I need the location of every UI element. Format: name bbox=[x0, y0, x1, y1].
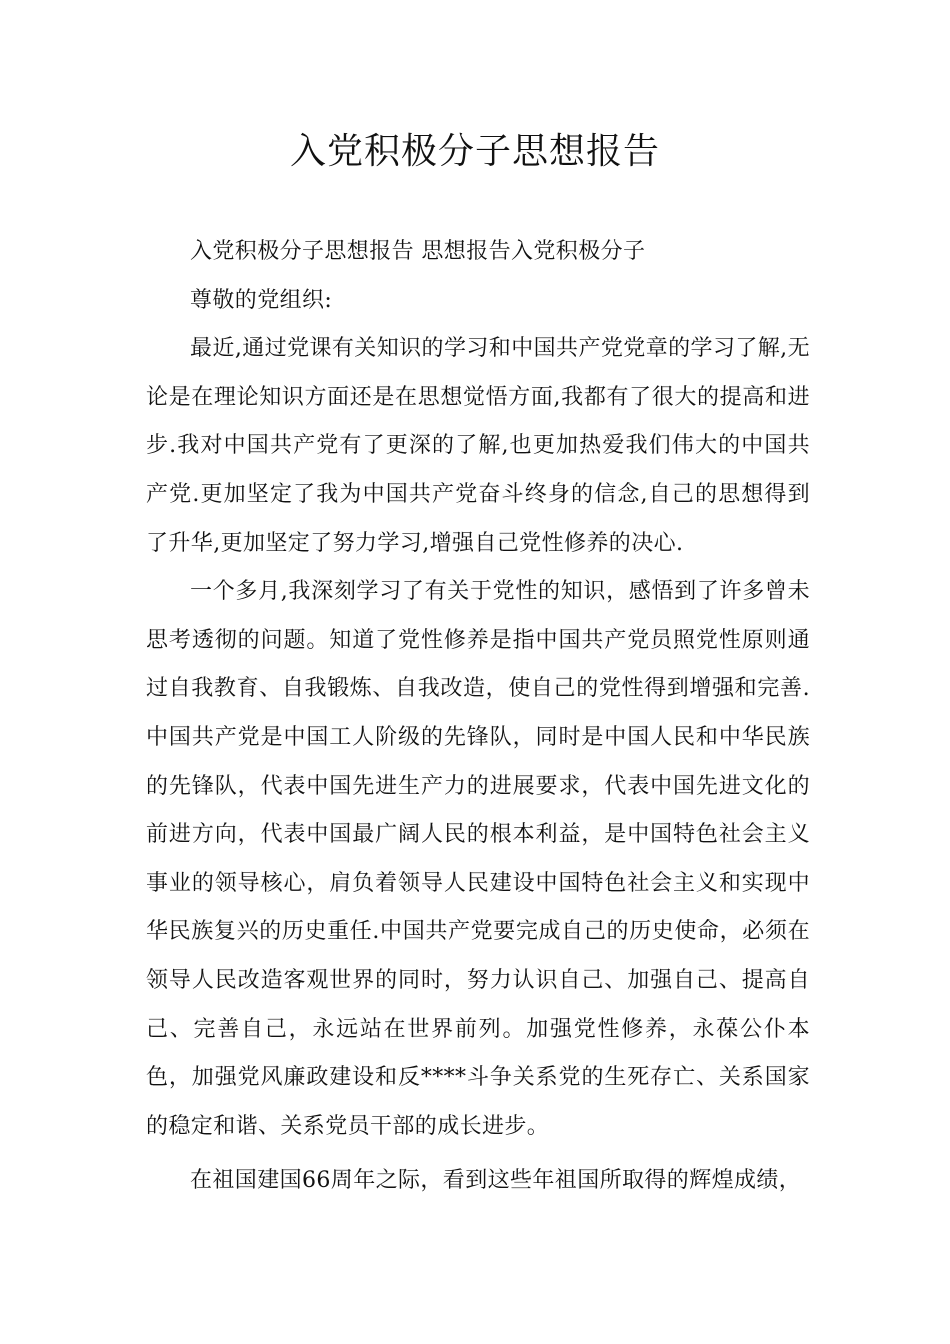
paragraph-3: 在祖国建国66周年之际，看到这些年祖国所取得的辉煌成绩， bbox=[190, 1168, 802, 1194]
salutation: 尊敬的党组织: bbox=[190, 287, 333, 313]
paragraph-1: 最近,通过党课有关知识的学习和中国共产党党章的学习了解,无论是在理论知识方面还是在思想觉悟方面,我都有了很大的提高和进步.我对中国共产党有了更深的了解,也更加热爱我们伟大的中国共产党.更加坚定了我为中国共产党奋斗终身的信念,自己的思想得到了升华,更加坚定了努力学习,增强自己党性修养的决心. bbox=[146, 336, 810, 556]
document-body bbox=[146, 228, 810, 1206]
paragraph-2: 一个多月,我深刻学习了有关于党性的知识，感悟到了许多曾未思考透彻的问题。知道了党性修养是指中国共产党员照党性原则通过自我教育、自我锻炼、自我改造，使自己的党性得到增强和完善.中国共产党是中国工人阶级的先锋队，同时是中国人民和中华民族的先锋队，代表中国先进生产力的进展要求，代表中国先进文化的前进方向，代表中国最广阔人民的根本利益，是中国特色社会主义事业的领导核心，肩负着领导人民建设中国特色社会主义和实现中华民族复兴的历史重任.中国共产党要完成自己的历史使命，必须在领导人民改造客观世界的同时，努力认识自己、加强自己、提高自己、完善自己，永远站在世界前列。加强党性修养，永葆公仆本色，加强党风廉政建设和反****斗争关系党的生死存亡、关系国家的稳定和谐、关系党员干部的成长进步。 bbox=[146, 579, 810, 1139]
subtitle-line: 入党积极分子思想报告 思想报告入党积极分子 bbox=[190, 239, 646, 264]
document-title: 入党积极分子思想报告 bbox=[289, 131, 660, 172]
